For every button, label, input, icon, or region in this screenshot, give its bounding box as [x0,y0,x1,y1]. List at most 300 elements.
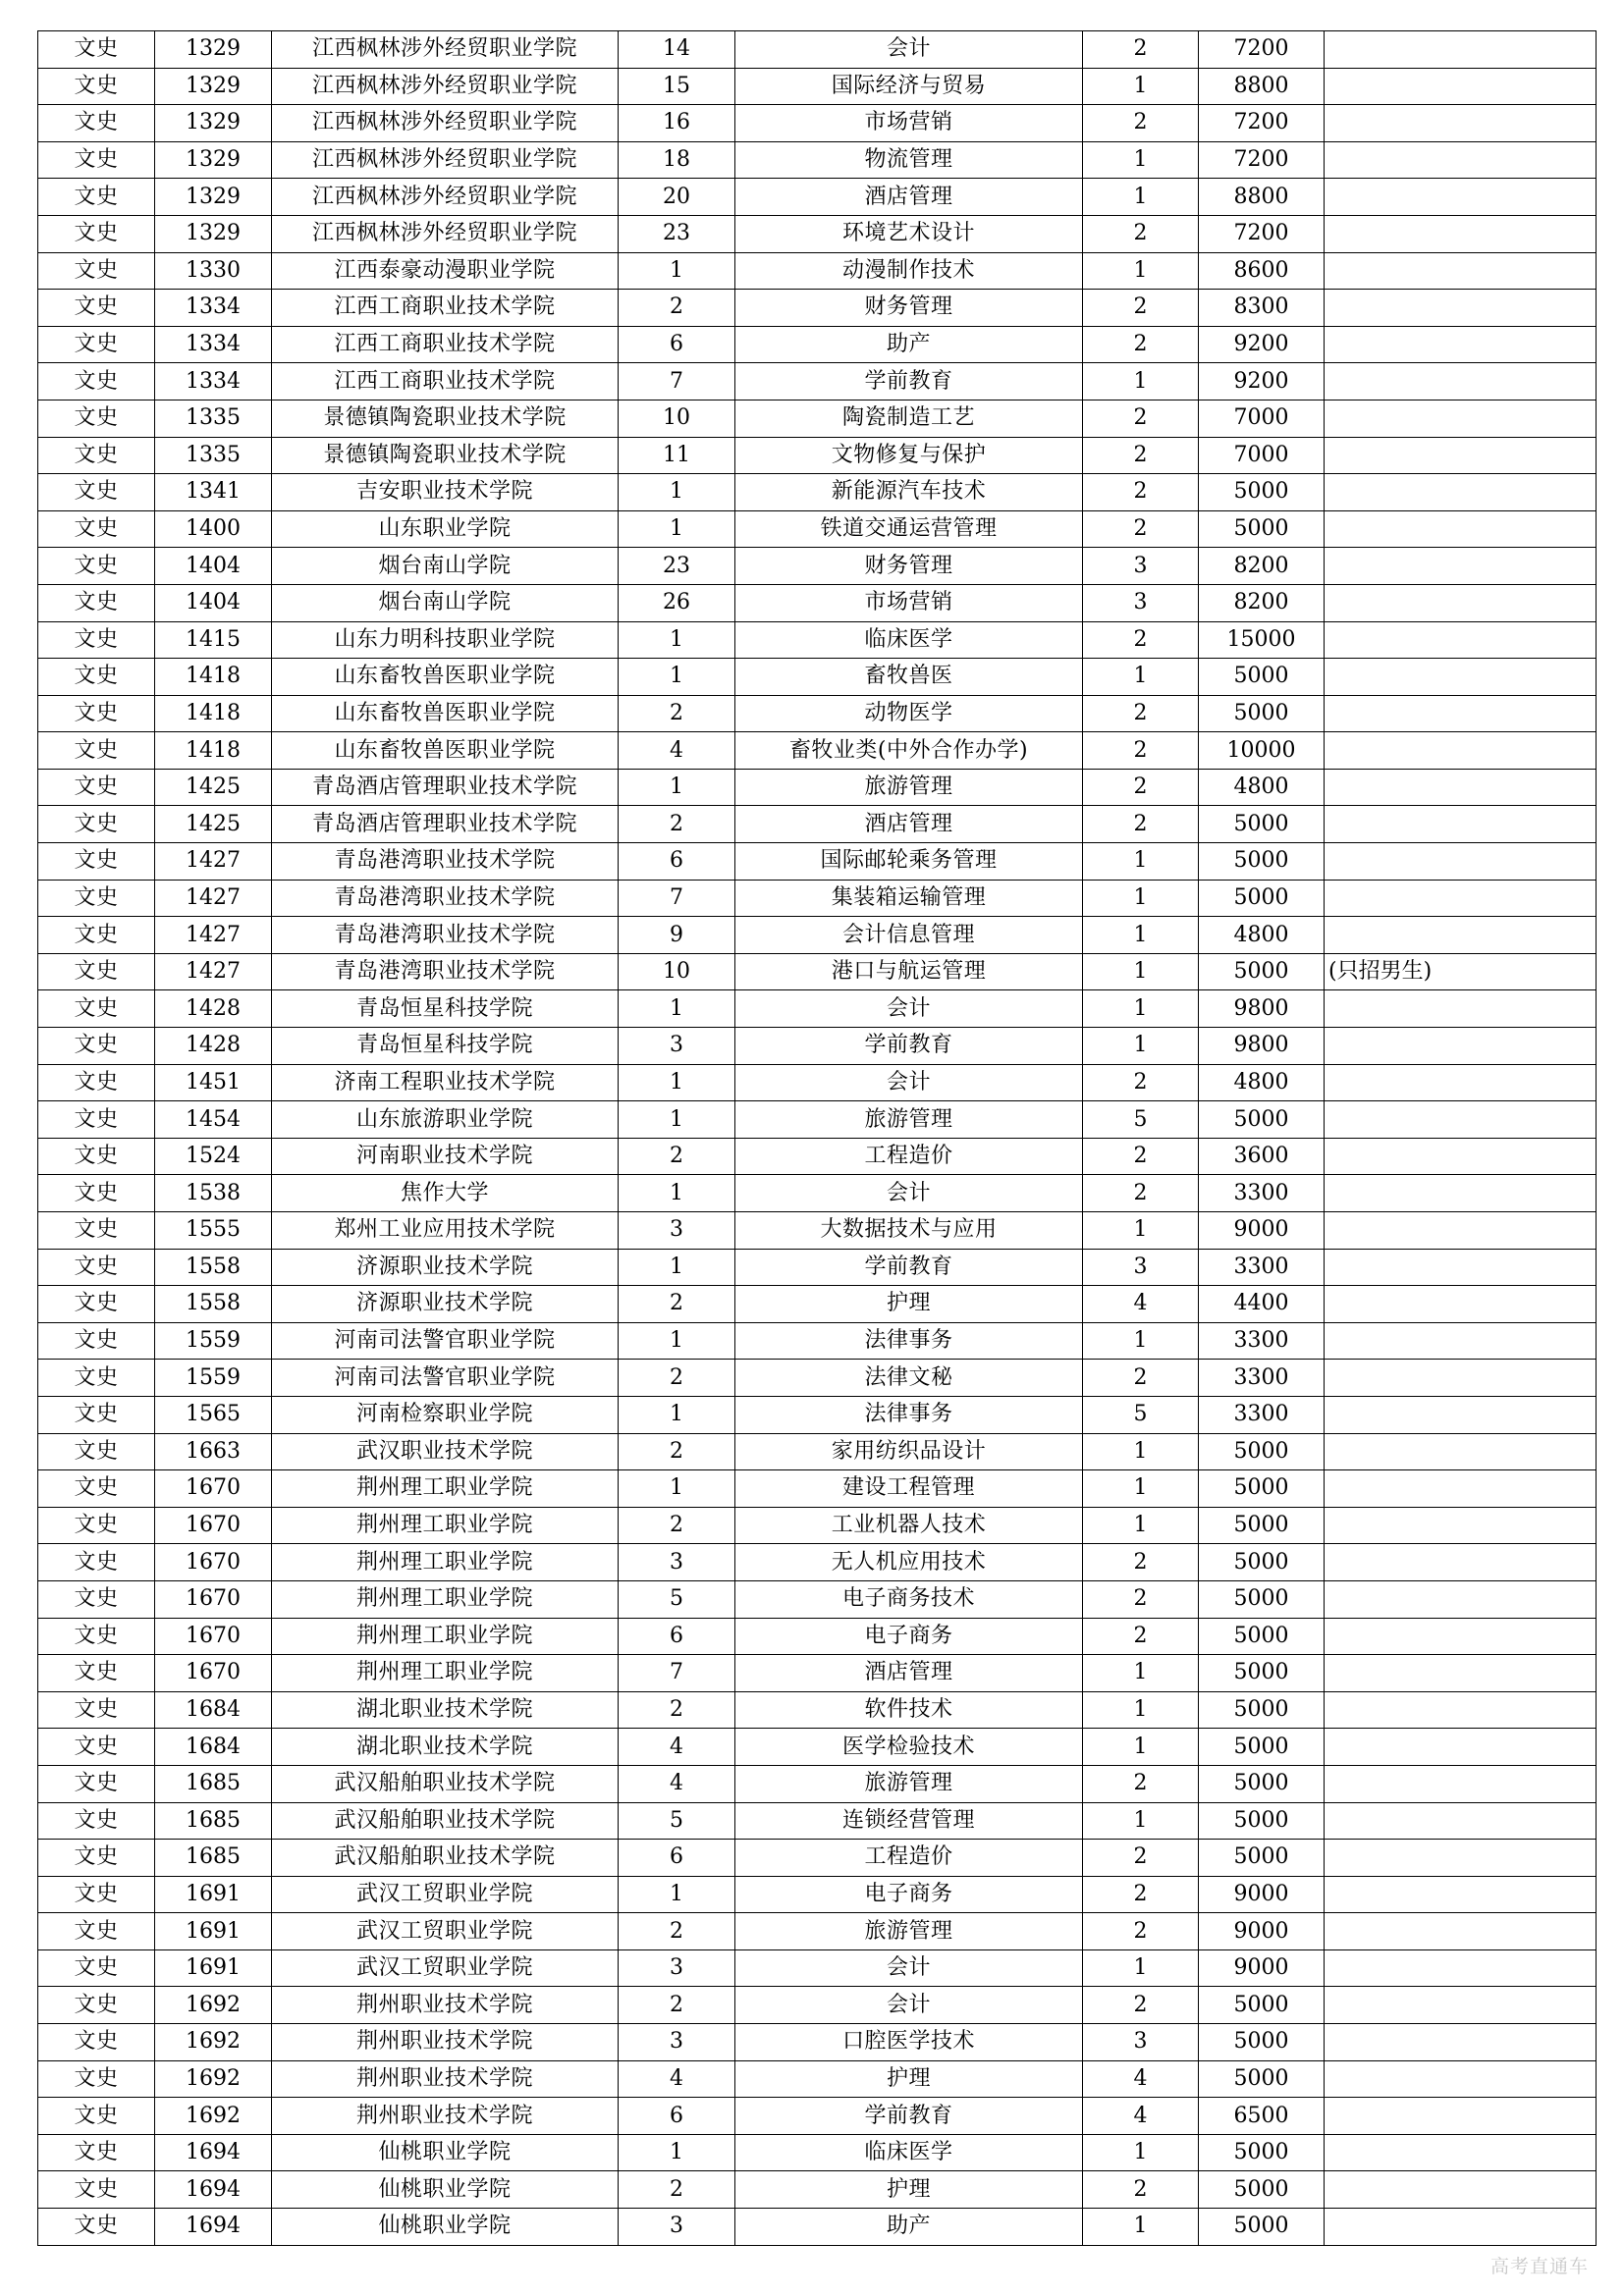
cell-name: 江西工商职业技术学院 [272,363,619,400]
cell-note [1325,1138,1597,1175]
cell-major: 学前教育 [735,1249,1083,1286]
cell-count: 2 [1083,510,1199,548]
cell-no: 7 [619,880,735,917]
cell-fee: 8200 [1199,584,1325,621]
cell-count: 1 [1083,843,1199,881]
cell-fee: 5000 [1199,843,1325,881]
cell-code: 1685 [155,1802,272,1840]
cell-no: 3 [619,1544,735,1581]
table-row [38,621,1597,659]
cell-count: 2 [1083,290,1199,327]
cell-code: 1692 [155,2098,272,2135]
cell-type: 文史 [38,1691,155,1729]
cell-note [1325,363,1597,400]
cell-type: 文史 [38,2171,155,2209]
cell-no: 4 [619,1765,735,1802]
table-row [38,1064,1597,1101]
table-row [38,917,1597,954]
cell-type: 文史 [38,1249,155,1286]
cell-count: 1 [1083,1949,1199,1987]
cell-fee: 5000 [1199,474,1325,511]
cell-no: 11 [619,437,735,474]
cell-no: 23 [619,215,735,252]
cell-name: 焦作大学 [272,1175,619,1212]
cell-type: 文史 [38,2060,155,2098]
table-row [38,1913,1597,1950]
cell-major: 电子商务 [735,1876,1083,1913]
cell-note [1325,1691,1597,1729]
table-row [38,1175,1597,1212]
cell-type: 文史 [38,31,155,69]
cell-code: 1329 [155,141,272,179]
cell-fee: 4800 [1199,769,1325,806]
cell-major: 助产 [735,326,1083,363]
cell-note [1325,1876,1597,1913]
cell-no: 10 [619,953,735,990]
cell-type: 文史 [38,363,155,400]
cell-count: 2 [1083,1765,1199,1802]
cell-type: 文史 [38,1802,155,1840]
admissions-table [37,30,1597,2246]
table-row [38,1470,1597,1508]
cell-code: 1418 [155,732,272,770]
cell-count: 3 [1083,584,1199,621]
cell-type: 文史 [38,1580,155,1618]
cell-note [1325,1322,1597,1360]
cell-major: 护理 [735,2060,1083,2098]
cell-fee: 3300 [1199,1175,1325,1212]
table-row [38,732,1597,770]
cell-note [1325,1175,1597,1212]
cell-no: 26 [619,584,735,621]
cell-no: 7 [619,363,735,400]
cell-major: 动漫制作技术 [735,252,1083,290]
cell-type: 文史 [38,1765,155,1802]
cell-code: 1555 [155,1212,272,1250]
table-row [38,68,1597,105]
cell-code: 1418 [155,659,272,696]
cell-fee: 5000 [1199,1433,1325,1470]
cell-count: 1 [1083,1802,1199,1840]
cell-name: 仙桃职业学院 [272,2134,619,2171]
table-row [38,1396,1597,1433]
cell-major: 畜牧兽医 [735,659,1083,696]
table-row [38,1580,1597,1618]
cell-code: 1694 [155,2171,272,2209]
cell-major: 陶瓷制造工艺 [735,400,1083,437]
cell-code: 1329 [155,179,272,216]
cell-note [1325,1286,1597,1323]
cell-code: 1427 [155,917,272,954]
cell-code: 1334 [155,326,272,363]
table-row [38,806,1597,843]
cell-fee: 9200 [1199,326,1325,363]
cell-fee: 5000 [1199,1470,1325,1508]
cell-count: 1 [1083,1507,1199,1544]
cell-type: 文史 [38,584,155,621]
cell-name: 江西枫林涉外经贸职业学院 [272,179,619,216]
table-row [38,2171,1597,2209]
cell-no: 9 [619,917,735,954]
cell-type: 文史 [38,1360,155,1397]
table-row [38,2098,1597,2135]
cell-no: 2 [619,1433,735,1470]
cell-code: 1684 [155,1729,272,1766]
cell-count: 1 [1083,2209,1199,2246]
cell-no: 2 [619,2171,735,2209]
cell-type: 文史 [38,621,155,659]
cell-name: 武汉船舶职业技术学院 [272,1802,619,1840]
cell-fee: 5000 [1199,1987,1325,2024]
cell-fee: 3300 [1199,1360,1325,1397]
cell-name: 武汉船舶职业技术学院 [272,1765,619,1802]
cell-type: 文史 [38,141,155,179]
cell-code: 1425 [155,769,272,806]
cell-major: 临床医学 [735,2134,1083,2171]
cell-major: 新能源汽车技术 [735,474,1083,511]
cell-fee: 8800 [1199,179,1325,216]
cell-name: 荆州理工职业学院 [272,1618,619,1655]
cell-major: 会计 [735,1064,1083,1101]
cell-note [1325,621,1597,659]
cell-note [1325,659,1597,696]
cell-major: 电子商务技术 [735,1580,1083,1618]
cell-code: 1663 [155,1433,272,1470]
cell-fee: 8800 [1199,68,1325,105]
cell-major: 家用纺织品设计 [735,1433,1083,1470]
cell-name: 山东畜牧兽医职业学院 [272,732,619,770]
cell-no: 3 [619,1212,735,1250]
cell-name: 河南职业技术学院 [272,1138,619,1175]
cell-note [1325,843,1597,881]
cell-count: 4 [1083,2098,1199,2135]
cell-type: 文史 [38,1138,155,1175]
cell-code: 1565 [155,1396,272,1433]
cell-code: 1427 [155,953,272,990]
cell-name: 景德镇陶瓷职业技术学院 [272,400,619,437]
cell-major: 工业机器人技术 [735,1507,1083,1544]
table-row [38,990,1597,1028]
cell-fee: 5000 [1199,806,1325,843]
cell-code: 1329 [155,31,272,69]
cell-fee: 10000 [1199,732,1325,770]
cell-no: 1 [619,769,735,806]
cell-fee: 4400 [1199,1286,1325,1323]
cell-count: 2 [1083,1175,1199,1212]
cell-note [1325,252,1597,290]
cell-type: 文史 [38,215,155,252]
cell-major: 工程造价 [735,1138,1083,1175]
cell-major: 港口与航运管理 [735,953,1083,990]
cell-count: 1 [1083,1433,1199,1470]
cell-note [1325,806,1597,843]
cell-major: 建设工程管理 [735,1470,1083,1508]
cell-fee: 5000 [1199,880,1325,917]
cell-count: 2 [1083,695,1199,732]
cell-code: 1427 [155,843,272,881]
cell-fee: 5000 [1199,1691,1325,1729]
cell-name: 青岛港湾职业技术学院 [272,953,619,990]
table-row [38,1433,1597,1470]
cell-name: 山东畜牧兽医职业学院 [272,659,619,696]
cell-name: 江西枫林涉外经贸职业学院 [272,68,619,105]
cell-major: 文物修复与保护 [735,437,1083,474]
cell-code: 1692 [155,2060,272,2098]
cell-no: 1 [619,1064,735,1101]
cell-note [1325,1840,1597,1877]
cell-name: 河南司法警官职业学院 [272,1360,619,1397]
cell-count: 1 [1083,68,1199,105]
cell-note [1325,1765,1597,1802]
cell-major: 会计 [735,1987,1083,2024]
cell-fee: 5000 [1199,1655,1325,1692]
cell-note [1325,2098,1597,2135]
cell-no: 1 [619,510,735,548]
cell-name: 济南工程职业技术学院 [272,1064,619,1101]
cell-major: 护理 [735,2171,1083,2209]
cell-code: 1341 [155,474,272,511]
cell-fee: 5000 [1199,953,1325,990]
cell-code: 1427 [155,880,272,917]
cell-name: 荆州职业技术学院 [272,2098,619,2135]
cell-count: 2 [1083,1987,1199,2024]
cell-type: 文史 [38,917,155,954]
table-row [38,1101,1597,1139]
table-row [38,2060,1597,2098]
cell-major: 国际经济与贸易 [735,68,1083,105]
cell-major: 铁道交通运营管理 [735,510,1083,548]
cell-count: 1 [1083,953,1199,990]
cell-major: 酒店管理 [735,179,1083,216]
cell-type: 文史 [38,1655,155,1692]
cell-type: 文史 [38,953,155,990]
cell-name: 荆州理工职业学院 [272,1507,619,1544]
cell-count: 2 [1083,1876,1199,1913]
cell-count: 1 [1083,141,1199,179]
cell-count: 2 [1083,437,1199,474]
cell-major: 工程造价 [735,1840,1083,1877]
cell-type: 文史 [38,1987,155,2024]
cell-name: 江西枫林涉外经贸职业学院 [272,31,619,69]
cell-name: 青岛恒星科技学院 [272,990,619,1028]
cell-note [1325,917,1597,954]
cell-major: 学前教育 [735,1028,1083,1065]
cell-type: 文史 [38,68,155,105]
cell-note [1325,769,1597,806]
cell-count: 1 [1083,917,1199,954]
cell-no: 1 [619,2134,735,2171]
cell-fee: 5000 [1199,1544,1325,1581]
cell-name: 烟台南山学院 [272,584,619,621]
cell-name: 荆州理工职业学院 [272,1544,619,1581]
cell-code: 1329 [155,105,272,142]
cell-code: 1670 [155,1470,272,1508]
cell-major: 护理 [735,1286,1083,1323]
cell-no: 1 [619,474,735,511]
cell-note: (只招男生) [1325,953,1597,990]
cell-no: 1 [619,990,735,1028]
cell-count: 1 [1083,252,1199,290]
cell-major: 酒店管理 [735,806,1083,843]
cell-note [1325,584,1597,621]
table-row [38,1507,1597,1544]
cell-note [1325,1507,1597,1544]
cell-major: 软件技术 [735,1691,1083,1729]
cell-major: 旅游管理 [735,1913,1083,1950]
cell-code: 1694 [155,2134,272,2171]
cell-major: 动物医学 [735,695,1083,732]
cell-major: 会计 [735,1175,1083,1212]
cell-fee: 8200 [1199,548,1325,585]
cell-major: 口腔医学技术 [735,2024,1083,2061]
cell-note [1325,695,1597,732]
cell-fee: 5000 [1199,1802,1325,1840]
cell-note [1325,1729,1597,1766]
cell-type: 文史 [38,1101,155,1139]
cell-major: 连锁经营管理 [735,1802,1083,1840]
cell-no: 2 [619,1286,735,1323]
cell-name: 荆州职业技术学院 [272,2024,619,2061]
cell-no: 1 [619,1101,735,1139]
cell-code: 1670 [155,1655,272,1692]
cell-count: 2 [1083,1618,1199,1655]
cell-note [1325,1470,1597,1508]
cell-type: 文史 [38,695,155,732]
cell-fee: 7200 [1199,141,1325,179]
cell-count: 1 [1083,659,1199,696]
cell-note [1325,474,1597,511]
cell-type: 文史 [38,1322,155,1360]
cell-name: 荆州理工职业学院 [272,1580,619,1618]
table-row [38,290,1597,327]
cell-fee: 7000 [1199,437,1325,474]
cell-no: 7 [619,1655,735,1692]
cell-code: 1524 [155,1138,272,1175]
cell-count: 1 [1083,363,1199,400]
cell-no: 3 [619,1949,735,1987]
cell-name: 湖北职业技术学院 [272,1691,619,1729]
cell-note [1325,732,1597,770]
cell-major: 环境艺术设计 [735,215,1083,252]
cell-no: 10 [619,400,735,437]
cell-count: 1 [1083,990,1199,1028]
cell-no: 1 [619,1322,735,1360]
cell-no: 3 [619,1028,735,1065]
cell-name: 济源职业技术学院 [272,1286,619,1323]
cell-major: 集装箱运输管理 [735,880,1083,917]
table-row [38,1729,1597,1766]
cell-no: 5 [619,1802,735,1840]
cell-no: 2 [619,1691,735,1729]
cell-major: 酒店管理 [735,1655,1083,1692]
table-row [38,769,1597,806]
cell-type: 文史 [38,1433,155,1470]
cell-note [1325,2134,1597,2171]
cell-type: 文史 [38,806,155,843]
table-row [38,1249,1597,1286]
cell-no: 6 [619,1618,735,1655]
cell-fee: 3600 [1199,1138,1325,1175]
cell-name: 仙桃职业学院 [272,2171,619,2209]
table-row [38,400,1597,437]
cell-major: 旅游管理 [735,1101,1083,1139]
cell-count: 2 [1083,769,1199,806]
cell-fee: 5000 [1199,2060,1325,2098]
cell-note [1325,1360,1597,1397]
cell-name: 江西枫林涉外经贸职业学院 [272,105,619,142]
cell-code: 1334 [155,363,272,400]
table-row [38,474,1597,511]
cell-fee: 5000 [1199,1580,1325,1618]
table-row [38,1876,1597,1913]
cell-count: 2 [1083,474,1199,511]
cell-type: 文史 [38,1470,155,1508]
cell-no: 1 [619,1876,735,1913]
table-row [38,141,1597,179]
cell-no: 18 [619,141,735,179]
cell-name: 山东力明科技职业学院 [272,621,619,659]
cell-note [1325,1212,1597,1250]
cell-type: 文史 [38,843,155,881]
cell-name: 荆州职业技术学院 [272,2060,619,2098]
cell-name: 青岛酒店管理职业技术学院 [272,769,619,806]
cell-major: 无人机应用技术 [735,1544,1083,1581]
cell-note [1325,31,1597,69]
cell-type: 文史 [38,2134,155,2171]
cell-count: 2 [1083,400,1199,437]
table-row [38,1322,1597,1360]
cell-fee: 9000 [1199,1212,1325,1250]
cell-major: 市场营销 [735,105,1083,142]
table-row [38,1138,1597,1175]
table-row [38,695,1597,732]
cell-type: 文史 [38,1507,155,1544]
cell-code: 1404 [155,548,272,585]
cell-code: 1329 [155,215,272,252]
table-row [38,326,1597,363]
table-row [38,843,1597,881]
cell-fee: 9000 [1199,1913,1325,1950]
cell-name: 江西枫林涉外经贸职业学院 [272,215,619,252]
cell-name: 青岛港湾职业技术学院 [272,917,619,954]
cell-type: 文史 [38,105,155,142]
cell-fee: 7200 [1199,215,1325,252]
cell-count: 1 [1083,1322,1199,1360]
cell-note [1325,1064,1597,1101]
cell-major: 医学检验技术 [735,1729,1083,1766]
cell-major: 旅游管理 [735,769,1083,806]
cell-fee: 5000 [1199,2171,1325,2209]
cell-type: 文史 [38,1618,155,1655]
cell-note [1325,1249,1597,1286]
cell-count: 1 [1083,1655,1199,1692]
cell-type: 文史 [38,179,155,216]
cell-code: 1670 [155,1544,272,1581]
cell-name: 湖北职业技术学院 [272,1729,619,1766]
cell-code: 1418 [155,695,272,732]
cell-major: 会计 [735,31,1083,69]
table-row [38,1802,1597,1840]
cell-name: 江西工商职业技术学院 [272,290,619,327]
cell-type: 文史 [38,400,155,437]
cell-note [1325,179,1597,216]
cell-no: 1 [619,621,735,659]
cell-name: 荆州理工职业学院 [272,1655,619,1692]
cell-code: 1684 [155,1691,272,1729]
cell-name: 河南检察职业学院 [272,1396,619,1433]
cell-code: 1691 [155,1876,272,1913]
cell-type: 文史 [38,732,155,770]
